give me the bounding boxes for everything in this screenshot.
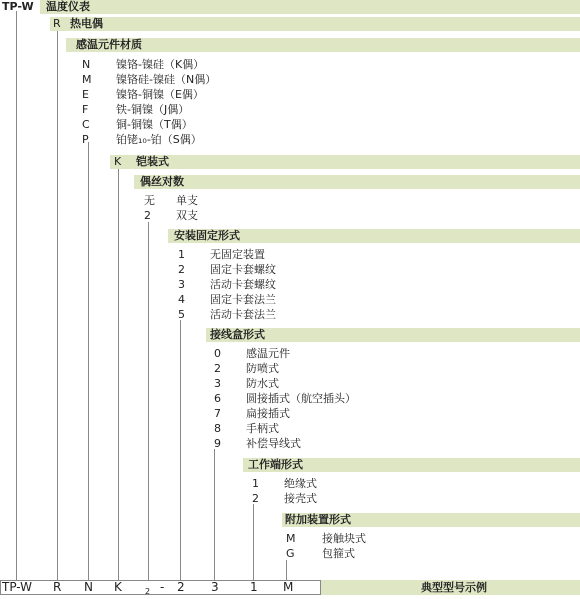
- example-code-dash: -: [160, 580, 165, 594]
- working-end-bar: [243, 458, 580, 472]
- junction-box-code-6: 9: [214, 437, 221, 450]
- mounting-title: 安装固定形式: [174, 229, 240, 242]
- armored-bar: [110, 155, 580, 169]
- example-code-working: 1: [250, 580, 258, 594]
- junction-box-code-0: 0: [214, 347, 221, 360]
- example-code-tpw: TP-W: [2, 580, 33, 594]
- junction-box-title: 接线盒形式: [210, 328, 265, 341]
- example-code-n: N: [84, 580, 93, 594]
- element-code-5: P: [82, 133, 89, 146]
- element-code-4: C: [82, 118, 90, 131]
- working-end-label-0: 绝缘式: [284, 477, 317, 490]
- mounting-code-3: 4: [178, 293, 185, 306]
- example-code-r: R: [53, 580, 62, 594]
- example-label: 典型型号示例: [421, 581, 487, 594]
- armored-code: K: [114, 155, 122, 168]
- junction-box-label-6: 补偿导线式: [246, 437, 301, 450]
- connector-line-mounting: [180, 320, 181, 581]
- pairs-code-0: 无: [144, 194, 155, 207]
- element-bar: [66, 38, 580, 52]
- connector-line-k: [118, 166, 119, 581]
- mounting-code-4: 5: [178, 308, 185, 321]
- header-title: 温度仪表: [46, 0, 90, 13]
- example-label-bar: [321, 580, 580, 595]
- connector-line-tpw: [16, 11, 17, 581]
- junction-box-code-4: 7: [214, 407, 221, 420]
- accessory-label-1: 包箍式: [322, 547, 355, 560]
- example-code-mounting: 2: [177, 580, 185, 594]
- working-end-code-1: 2: [252, 492, 259, 505]
- pairs-title: 偶丝对数: [140, 175, 184, 188]
- element-label-3: 铁-铜镍（J偶）: [116, 103, 190, 116]
- element-code-1: M: [82, 73, 92, 86]
- element-label-5: 铂铑₁₀-铂（S偶）: [116, 133, 202, 146]
- header-bar: [40, 0, 580, 14]
- junction-box-label-4: 扁接插式: [246, 407, 290, 420]
- connector-line-junction: [214, 449, 215, 581]
- example-code-pairs: 2: [145, 587, 151, 596]
- junction-box-code-5: 8: [214, 422, 221, 435]
- element-code-0: N: [82, 58, 91, 71]
- example-code-junction: 3: [211, 580, 219, 594]
- accessory-bar: [282, 513, 580, 527]
- junction-box-code-2: 3: [214, 377, 221, 390]
- mounting-label-3: 固定卡套法兰: [210, 293, 276, 306]
- junction-box-label-2: 防水式: [246, 377, 279, 390]
- connector-line-element: [88, 142, 89, 581]
- element-label-4: 铜-铜镍（T偶）: [116, 118, 193, 131]
- pairs-bar: [134, 175, 580, 189]
- example-code-accessory: M: [283, 580, 294, 594]
- working-end-code-0: 1: [252, 477, 259, 490]
- mounting-label-2: 活动卡套螺纹: [210, 278, 276, 291]
- connector-line-pairs: [148, 222, 149, 581]
- mounting-code-2: 3: [178, 278, 185, 291]
- junction-box-label-1: 防喷式: [246, 362, 279, 375]
- connector-line-working: [253, 504, 254, 581]
- junction-box-code-1: 2: [214, 362, 221, 375]
- pairs-code-1: 2: [144, 209, 151, 222]
- thermocouple-title: 热电偶: [70, 17, 103, 30]
- armored-title: 铠装式: [136, 155, 169, 168]
- mounting-label-0: 无固定装置: [210, 248, 265, 261]
- element-title: 感温元件材质: [76, 38, 142, 51]
- connector-line-r: [57, 28, 58, 581]
- mounting-code-0: 1: [178, 248, 185, 261]
- mounting-bar: [168, 229, 580, 243]
- pairs-label-0: 单支: [176, 194, 198, 207]
- working-end-label-1: 接壳式: [284, 492, 317, 505]
- element-label-1: 镍铬硅-镍硅（N偶）: [116, 73, 217, 86]
- junction-box-label-0: 感温元件: [246, 347, 290, 360]
- connector-line-accessory: [286, 560, 287, 581]
- element-code-3: F: [82, 103, 89, 116]
- accessory-code-1: G: [286, 547, 295, 560]
- accessory-code-0: M: [286, 532, 296, 545]
- pairs-label-1: 双支: [176, 209, 198, 222]
- junction-box-code-3: 6: [214, 392, 221, 405]
- thermocouple-code: R: [53, 17, 61, 30]
- working-end-title: 工作端形式: [248, 458, 303, 471]
- element-code-2: E: [82, 88, 89, 101]
- mounting-code-1: 2: [178, 263, 185, 276]
- junction-box-label-3: 圆接插式（航空插头）: [246, 392, 356, 405]
- thermocouple-bar: [50, 17, 580, 31]
- element-label-2: 镍铬-铜镍（E偶）: [116, 88, 204, 101]
- junction-box-bar: [206, 328, 580, 342]
- header-code: TP-W: [2, 0, 34, 13]
- junction-box-label-5: 手柄式: [246, 422, 279, 435]
- mounting-label-1: 固定卡套螺纹: [210, 263, 276, 276]
- element-label-0: 镍铬-镍硅（K偶）: [116, 58, 205, 71]
- example-code-k: K: [114, 580, 122, 594]
- accessory-title: 附加装置形式: [285, 513, 351, 526]
- accessory-label-0: 接触块式: [322, 532, 366, 545]
- mounting-label-4: 活动卡套法兰: [210, 308, 276, 321]
